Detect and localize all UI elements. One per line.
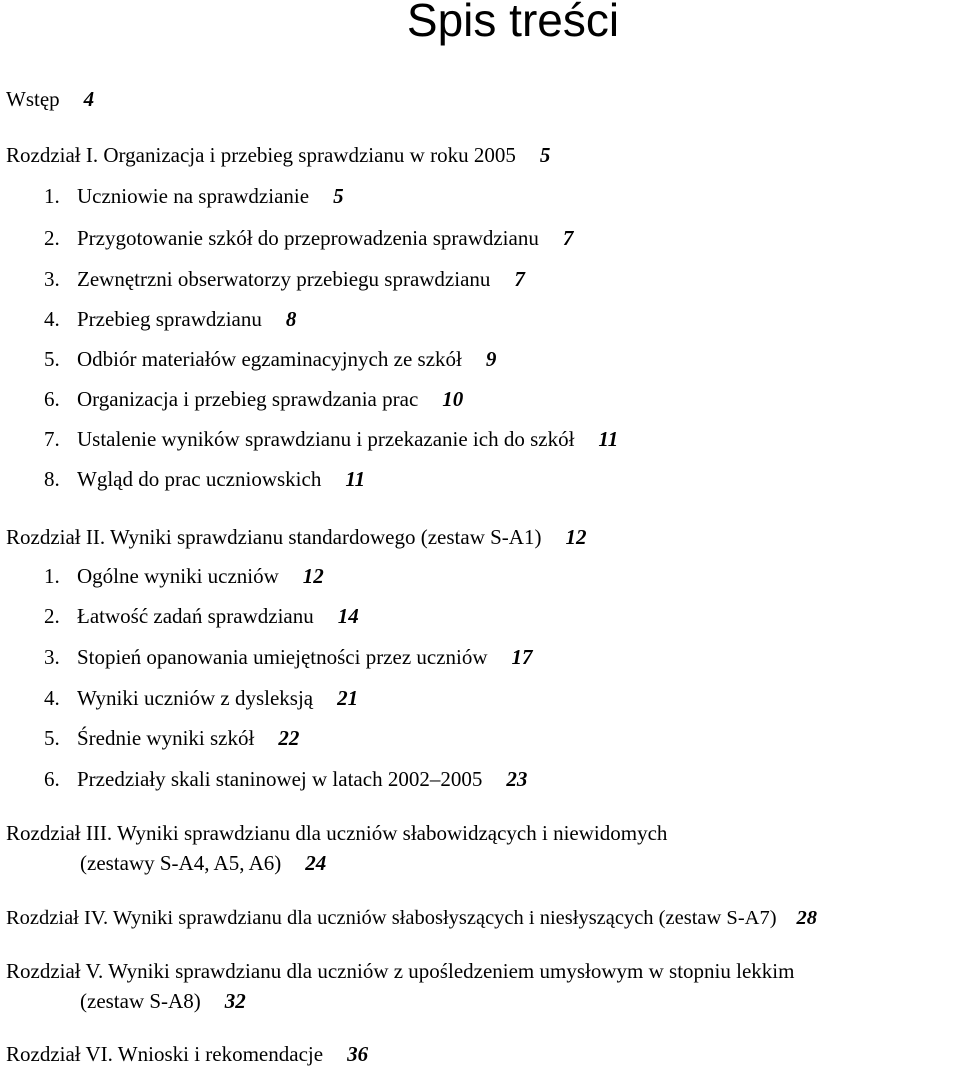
toc-item-number: 5. <box>44 726 60 750</box>
toc-item-number: 7. <box>44 427 60 451</box>
toc-item-label: Przygotowanie szkół do przeprowadzenia sprawdzianu <box>77 226 539 250</box>
toc-item-label: Wyniki uczniów z dysleksją <box>77 686 314 710</box>
toc-page-number: 4 <box>83 87 95 111</box>
toc-page-number: 11 <box>598 427 619 451</box>
toc-chapter-label: (zestaw S-A8) <box>80 989 201 1013</box>
toc-item-number: 3. <box>44 267 60 291</box>
toc-item-label: Przebieg sprawdzianu <box>77 307 262 331</box>
toc-page-number: 11 <box>345 467 366 491</box>
toc-item[interactable] <box>44 306 296 332</box>
toc-item[interactable] <box>44 386 463 412</box>
toc-item[interactable] <box>44 426 618 452</box>
toc-item-label: Ogólne wyniki uczniów <box>77 564 279 588</box>
toc-page-number: 9 <box>485 347 497 371</box>
toc-page-number: 36 <box>347 1042 369 1066</box>
toc-item[interactable] <box>44 266 525 292</box>
toc-chapter-label: Rozdział VI. Wnioski i rekomendacje <box>6 1042 324 1066</box>
toc-item-number: 4. <box>44 307 60 331</box>
toc-item[interactable] <box>44 183 344 209</box>
toc-page-number: 10 <box>442 387 464 411</box>
toc-page-number: 7 <box>562 226 574 250</box>
toc-page-number: 22 <box>278 726 300 750</box>
toc-item-number: 5. <box>44 347 60 371</box>
toc-chapter-3-continuation[interactable] <box>80 850 326 876</box>
toc-item[interactable] <box>44 466 365 492</box>
toc-page-number: 8 <box>285 307 297 331</box>
toc-item[interactable] <box>44 644 533 670</box>
toc-item-label: Średnie wyniki szkół <box>77 726 255 750</box>
toc-chapter-label: Rozdział II. Wyniki sprawdzianu standardowego (zestaw S-A1) <box>6 525 542 549</box>
toc-item-label: Wgląd do prac uczniowskich <box>77 467 322 491</box>
toc-item-label: Uczniowie na sprawdzianie <box>77 184 310 208</box>
toc-item-number: 6. <box>44 387 60 411</box>
toc-chapter-label: Rozdział I. Organizacja i przebieg sprawdzianu w roku 2005 <box>6 143 516 167</box>
toc-page-number: 32 <box>224 989 246 1013</box>
toc-item-label: Zewnętrzni obserwatorzy przebiegu sprawdzianu <box>77 267 491 291</box>
toc-chapter-5[interactable] <box>6 958 794 984</box>
toc-item-number: 3. <box>44 645 60 669</box>
toc-item[interactable] <box>44 346 496 372</box>
toc-page-number: 24 <box>305 851 327 875</box>
toc-item[interactable] <box>44 685 358 711</box>
toc-page-number: 23 <box>506 767 528 791</box>
toc-item-label: Łatwość zadań sprawdzianu <box>77 604 314 628</box>
toc-item[interactable] <box>44 603 359 629</box>
toc-page-number: 5 <box>539 143 551 167</box>
toc-page-number: 14 <box>337 604 359 628</box>
toc-chapter-3[interactable] <box>6 820 667 846</box>
toc-page-number: 12 <box>565 525 587 549</box>
toc-entry-intro[interactable] <box>6 86 94 112</box>
toc-item-number: 2. <box>44 226 60 250</box>
toc-chapter-6[interactable] <box>6 1041 368 1067</box>
toc-page-number: 5 <box>333 184 344 208</box>
toc-item[interactable] <box>44 766 527 792</box>
toc-item-number: 1. <box>44 564 60 588</box>
toc-chapter-5-continuation[interactable] <box>80 988 246 1014</box>
toc-item-label: Stopień opanowania umiejętności przez uczniów <box>77 645 488 669</box>
toc-chapter-label: Rozdział III. Wyniki sprawdzianu dla uczniów słabowidzących i niewidomych <box>6 821 668 845</box>
toc-item-label: Ustalenie wyników sprawdzianu i przekazanie ich do szkół <box>77 427 575 451</box>
toc-item-number: 8. <box>44 467 60 491</box>
toc-item-number: 1. <box>44 184 60 208</box>
toc-chapter-1[interactable] <box>6 142 550 168</box>
toc-page-number: 28 <box>796 907 818 929</box>
toc-item[interactable] <box>44 563 324 589</box>
toc-entry-label: Wstęp <box>6 87 60 111</box>
toc-item[interactable] <box>44 225 573 251</box>
toc-item-label: Organizacja i przebieg sprawdzania prac <box>77 387 419 411</box>
toc-item[interactable] <box>44 725 299 751</box>
toc-item-number: 4. <box>44 686 60 710</box>
toc-page-number: 12 <box>302 564 324 588</box>
toc-chapter-label: Rozdział IV. Wyniki sprawdzianu dla uczniów słabosłyszących i niesłyszących (zestaw S-A7) <box>6 907 777 929</box>
toc-chapter-label: (zestawy S-A4, A5, A6) <box>80 851 282 875</box>
toc-item-label: Przedziały skali staninowej w latach 2002–2005 <box>77 767 483 791</box>
page-title: Spis treści <box>406 0 620 46</box>
toc-chapter-4[interactable] <box>6 905 817 931</box>
toc-page-number: 17 <box>511 645 533 669</box>
toc-item-number: 6. <box>44 767 60 791</box>
toc-page-number: 21 <box>337 686 359 710</box>
toc-item-number: 2. <box>44 604 60 628</box>
toc-page-number: 7 <box>514 267 525 291</box>
toc-chapter-2[interactable] <box>6 524 586 550</box>
toc-item-label: Odbiór materiałów egzaminacyjnych ze szkół <box>77 347 462 371</box>
toc-chapter-label: Rozdział V. Wyniki sprawdzianu dla uczniów z upośledzeniem umysłowym w stopniu lekkim <box>6 959 795 983</box>
